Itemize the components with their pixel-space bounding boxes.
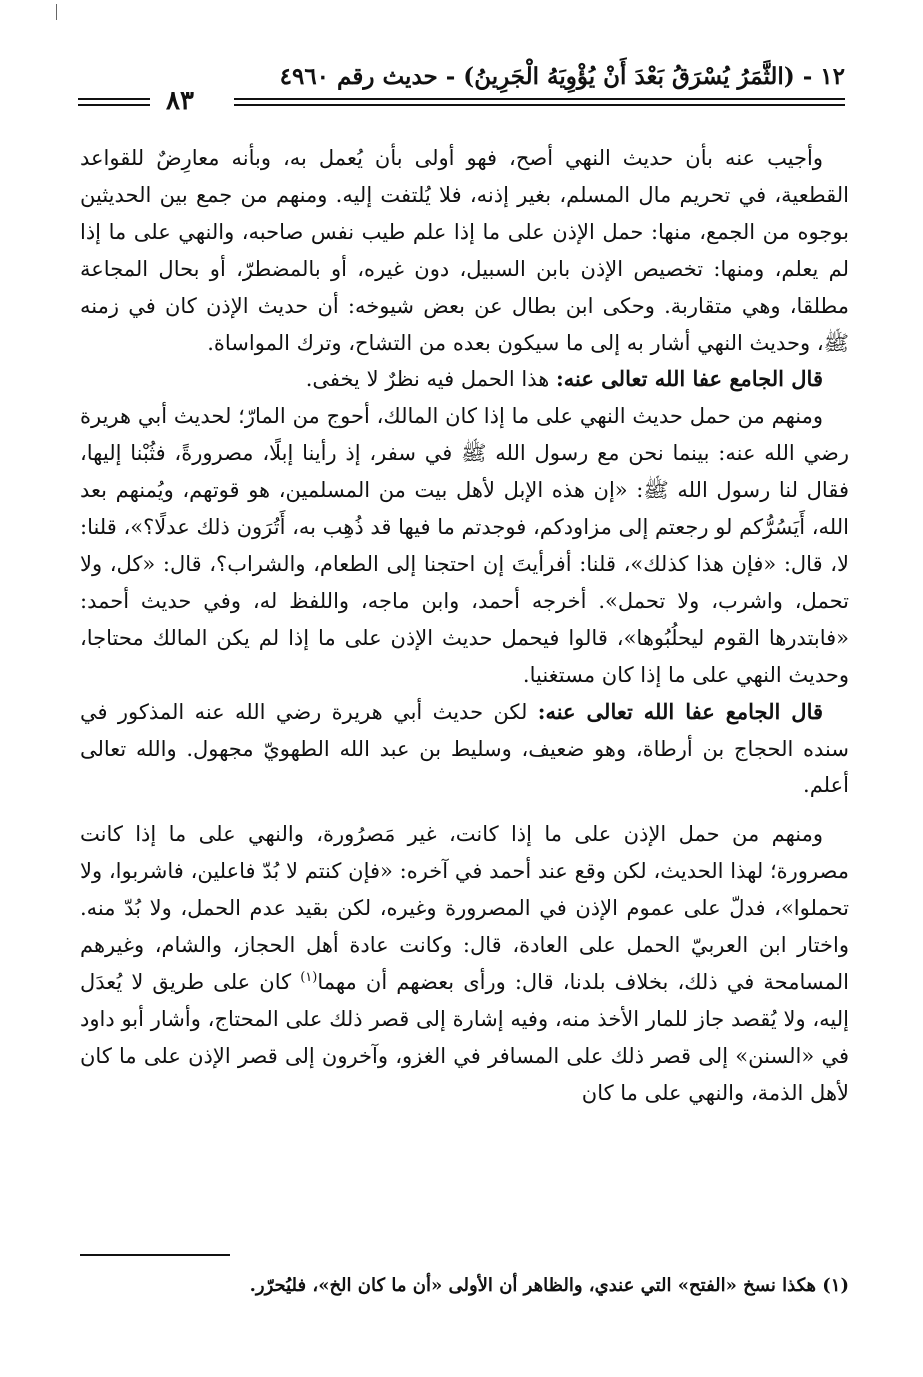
paragraph xyxy=(80,816,849,1111)
paragraph-lead: قال الجامع عفا الله تعالى عنه: xyxy=(537,698,824,724)
running-title: ١٢ - (الثَّمَرُ يُسْرَقُ بَعْدَ أَنْ يُؤْوِيَهُ الْجَرِينُ) - حديث رقم ٤٩٦٠ xyxy=(279,63,845,90)
paragraph xyxy=(80,694,849,805)
margin-mark xyxy=(56,4,57,20)
header-rule xyxy=(78,104,150,106)
header-rule xyxy=(234,104,845,106)
paragraph-text: ومنهم من حمل الإذن على ما إذا كانت، غير مَصرُورة، والنهي على ما إذا كانت مصرورة؛ لهذا الحديث، لكن وقع عند أحمد في آخره: «فإن كنتم لا بُدّ فاعلين، فاشربوا، ولا تحملوا»، فدلّ على عموم الإذن في المصرورة وغيره، لكن بقيد عدم الحمل، ولا بُدّ منه. واختار ابن العربيّ الحمل على العادة، قال: وكانت عادة أهل الحجاز، والشام، وغيرهم المسامحة في ذلك، بخلاف بلدنا، قال: ورأى بعضهم أن مهما xyxy=(80,822,849,994)
footnote-reference: (١) xyxy=(300,969,318,985)
paragraph-text: وأجيب عنه بأن حديث النهي أصح، فهو أولى بأن يُعمل به، وبأنه معارِضٌ للقواعد القطعية، في تحريم مال المسلم، بغير إذنه، فلا يُلتفت إليه. ومنهم من جمع بين الحديثين بوجوه من الجمع، منها: حمل الإذن على ما إذا علم طيب نفس صاحبه، والنهي على ما إذا لم يعلم، ومنها: تخصيص الإذن بابن السبيل، دون غيره، أو بالمضطرّ، أو بحال المجاعة مطلقا، وهي متقاربة. وحكى ابن بطال عن بعض شيوخه: أن حديث الإذن كان في زمنه ﷺ، وحديث النهي أشار به إلى ما سيكون بعده من التشاح، وترك المواساة. xyxy=(80,146,849,355)
footnote-separator xyxy=(80,1254,230,1256)
paragraph-text: ومنهم من حمل حديث النهي على ما إذا كان المالك، أحوج من المارّ؛ لحديث أبي هريرة رضي الله عنه: بينما نحن مع رسول الله ﷺ في سفر، إذ رأينا إبلًا، مصرورةً، فثُبْنا إليها، فقال لنا رسول الله ﷺ: «إن هذه الإبل لأهل بيت من المسلمين، هو قوتهم، ويُمنهم بعد الله، أَيَسُرُّكم لو رجعتم إلى مزاودكم، فوجدتم ما فيها قد ذُهِب به، أَتُرَون ذلك عدلًا؟»، قلنا: لا، قال: «فإن هذا كذلك»، قلنا: أفرأيتَ إن احتجنا إلى الطعام، والشراب؟، قال: «كل، ولا تحمل، واشرب، ولا تحمل». أخرجه أحمد، وابن ماجه، واللفظ له، وفي حديث أحمد: «فابتدرها القوم ليحلُبُوها»، قالوا فيحمل حديث الإذن على ما إذا لم يكن المالك محتاجا، وحديث النهي على ما إذا كان مستغنيا. xyxy=(80,404,849,687)
page-header xyxy=(78,62,845,116)
header-rule xyxy=(234,98,845,100)
header-rule xyxy=(78,98,150,100)
main-text xyxy=(80,140,849,1112)
paragraph xyxy=(80,140,849,361)
footnote: (١) هكذا نسخ «الفتح» التي عندي، والظاهر أن الأولى «أن ما كان الخ»، فليُحرّر. xyxy=(249,1275,849,1296)
paragraph-text: هذا الحمل فيه نظرٌ لا يخفى. xyxy=(305,367,556,392)
paragraph xyxy=(80,361,849,398)
paragraph-text: لكن حديث أبي هريرة رضي الله عنه المذكور في سنده الحجاج بن أرطاة، وهو ضعيف، وسليط بن عبد الله الطهويّ مجهول. والله تعالى أعلم. xyxy=(80,699,849,798)
paragraph xyxy=(80,398,849,693)
page-number: ٨٣ xyxy=(166,86,194,116)
paragraph-text: كان على طريق لا يُعدَل إليه، ولا يُقصد جاز للمار الأخذ منه، وفيه إشارة إلى قصر ذلك على المحتاج، وأشار أبو داود في «السنن» إلى قصر ذلك على المسافر في الغزو، وآخرون إلى قصر الإذن على ما كان لأهل الذمة، والنهي على ما كان xyxy=(80,969,849,1105)
paragraph-lead: قال الجامع عفا الله تعالى عنه: xyxy=(555,366,823,392)
